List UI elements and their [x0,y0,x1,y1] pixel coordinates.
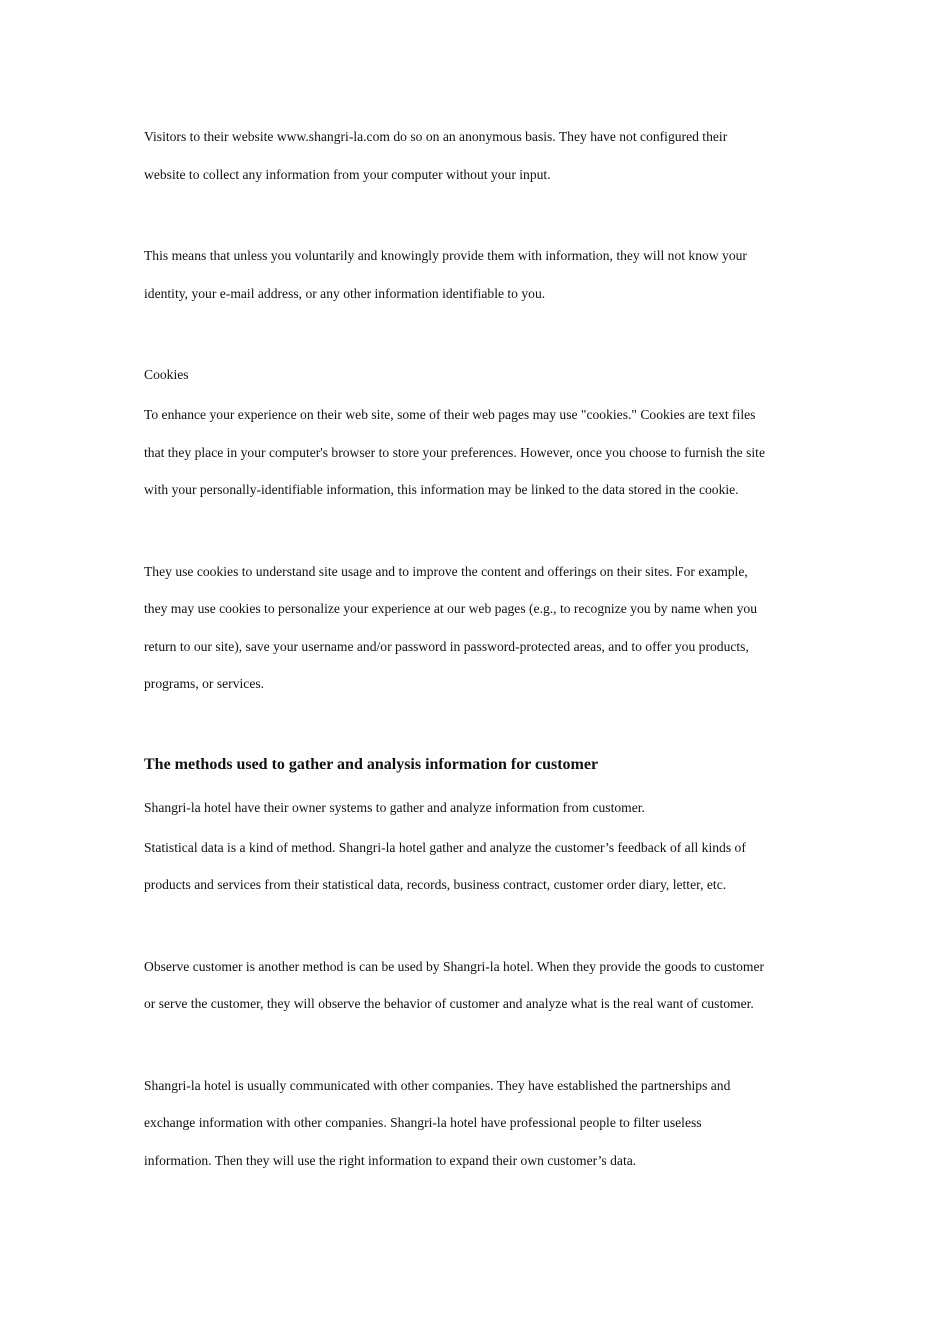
section-heading: The methods used to gather and analysis information for customer [144,755,599,773]
text-line: Observe customer is another method is can be used by Shangri-la hotel. When they provide the goods to customer [144,958,765,974]
text-line: This means that unless you voluntarily and knowingly provide them with information, they will not know your [144,248,747,263]
text-line: programs, or services. [144,676,265,691]
paragraph-partnerships [144,1069,814,1182]
text-line: Visitors to their website www.shangri-la.com do so on an anonymous basis. They have not configured their [144,129,728,144]
cookies-subtitle: Cookies [144,367,189,382]
text-line: they may use cookies to personalize your experience at our web pages (e.g., to recognize you by name when you [144,601,758,616]
text-line: information. Then they will use the right information to expand their own customer’s data. [144,1152,637,1168]
text-line: Statistical data is a kind of method. Shangri-la hotel gather and analyze the customer’s feedback of all kinds of [144,839,746,855]
text-line: exchange information with other companies. Shangri-la hotel have professional people to filter useless [144,1115,702,1130]
paragraph-owner-systems: Shangri-la hotel have their owner systems to gather and analyze information from customer. [144,799,645,815]
text-line: return to our site), save your username and/or password in password-protected areas, and to offer you products, [144,638,749,654]
text-line: They use cookies to understand site usage and to improve the content and offerings on their sites. For example, [144,563,748,579]
document-page [144,120,814,1181]
paragraph-statistical-data [144,831,814,906]
text-line: products and services from their statistical data, records, business contract, customer order diary, letter, etc. [144,877,727,892]
paragraph-cookies-definition [144,398,814,511]
paragraph-voluntary-information [144,239,814,314]
text-line: Shangri-la hotel is usually communicated with other companies. They have established the partnerships and [144,1077,731,1093]
text-line: with your personally-identifiable information, this information may be linked to the data stored in the cookie. [144,482,739,497]
text-line: website to collect any information from your computer without your input. [144,166,551,182]
paragraph-observe-customer [144,950,814,1025]
text-line: that they place in your computer's browser to store your preferences. However, once you choose to furnish the site [144,444,765,460]
text-line: identity, your e-mail address, or any other information identifiable to you. [144,285,546,301]
paragraph-anonymous-visitors [144,120,814,195]
text-line: or serve the customer, they will observe the behavior of customer and analyze what is the real want of customer. [144,996,754,1011]
paragraph-cookies-usage [144,555,814,705]
text-line: To enhance your experience on their web site, some of their web pages may use "cookies." Cookies are text files [144,407,756,422]
